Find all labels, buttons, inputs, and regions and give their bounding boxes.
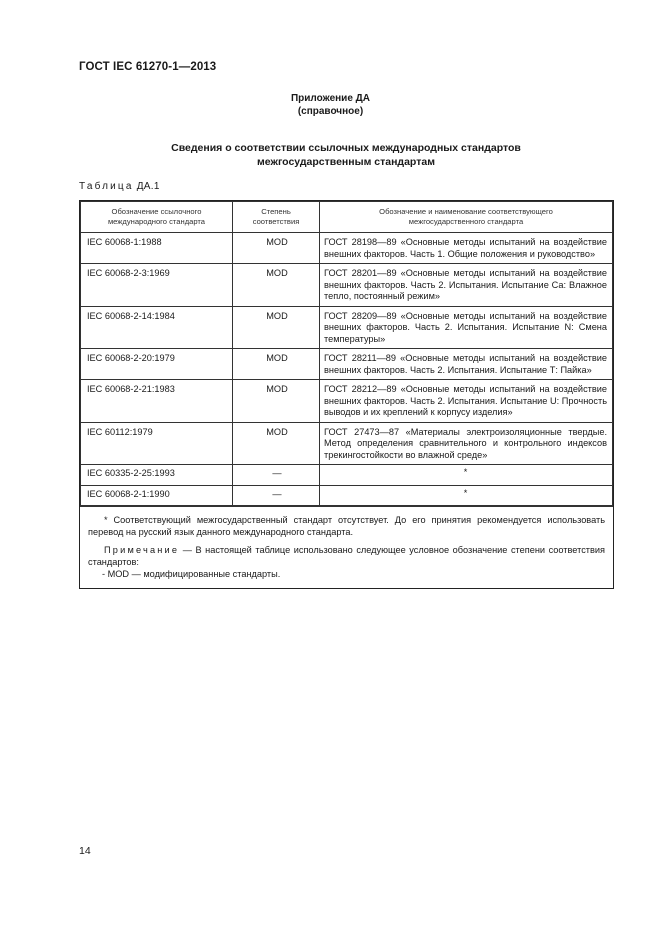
degree-cell: MOD [233, 264, 320, 307]
page-number: 14 [79, 845, 91, 857]
national-standard-cell: ГОСТ 28201—89 «Основные методы испытаний на воздействие внешних факторов. Часть 2. Испытания. Испытание Са: Влажное тепло, постоянный режим» [320, 264, 613, 307]
note-list-item: - MOD — модифицированные стандарты. [102, 569, 281, 579]
national-standard-cell: ГОСТ 27473—87 «Материалы электроизоляционные твердые. Метод определения сравнительного и контрольного индексов трекингостойкости во влажной среде» [320, 422, 613, 465]
table-row [81, 349, 613, 380]
column-header-international [81, 202, 233, 233]
note-text: — В настоящей таблице использовано следующее условное обозначение степени соответствия стандартов: [88, 545, 605, 567]
national-standard-cell: * [320, 465, 613, 486]
table-row [81, 465, 613, 486]
column-header-national [320, 202, 613, 233]
note-label: Примечание [104, 545, 180, 555]
header-line: соответствия [252, 217, 300, 226]
table-row [81, 485, 613, 506]
national-standard-cell: ГОСТ 28209—89 «Основные методы испытаний на воздействие внешних факторов. Часть 2. Испытания. Испытание N: Смена температуры» [320, 306, 613, 349]
correspondence-table-frame [79, 200, 614, 589]
national-standard-cell: * [320, 485, 613, 506]
table-header-row [81, 202, 613, 233]
table-row [81, 380, 613, 423]
column-header-degree [233, 202, 320, 233]
national-standard-cell: ГОСТ 28212—89 «Основные методы испытаний на воздействие внешних факторов. Часть 2. Испытания. Испытание U: Прочность выводов и их креплений к корпусу изделия» [320, 380, 613, 423]
table-row [81, 306, 613, 349]
section-title-line-2: межгосударственным стандартам [257, 156, 435, 168]
table-row [81, 264, 613, 307]
table-caption [79, 181, 160, 192]
table-note [88, 544, 605, 568]
degree-cell: — [233, 485, 320, 506]
header-line: Обозначение и наименование соответствующего [379, 207, 553, 216]
header-line: Степень [261, 207, 291, 216]
international-standard-cell: IEC 60068-2-21:1983 [81, 380, 233, 423]
international-standard-cell: IEC 60068-1:1988 [81, 233, 233, 264]
table-notes [80, 506, 613, 588]
header-line: Обозначение ссылочного [111, 207, 202, 216]
degree-cell: MOD [233, 349, 320, 380]
national-standard-cell: ГОСТ 28198—89 «Основные методы испытаний на воздействие внешних факторов. Часть 1. Общие положения и руководство» [320, 233, 613, 264]
degree-cell: MOD [233, 306, 320, 349]
international-standard-cell: IEC 60335-2-25:1993 [81, 465, 233, 486]
degree-cell: MOD [233, 380, 320, 423]
section-title [0, 141, 661, 169]
degree-cell: — [233, 465, 320, 486]
degree-cell: MOD [233, 233, 320, 264]
table-caption-number: ДА.1 [136, 181, 160, 192]
international-standard-cell: IEC 60068-2-14:1984 [81, 306, 233, 349]
table-footnote: * Соответствующий межгосударственный стандарт отсутствует. До его принятия рекомендуется использовать перевод на русский язык данного международного стандарта. [88, 515, 605, 537]
international-standard-cell: IEC 60112:1979 [81, 422, 233, 465]
header-line: межгосударственного стандарта [408, 217, 524, 226]
section-title-line-1: Сведения о соответствии ссылочных международных стандартов [171, 142, 521, 154]
degree-cell: MOD [233, 422, 320, 465]
table-row [81, 233, 613, 264]
international-standard-cell: IEC 60068-2-3:1969 [81, 264, 233, 307]
national-standard-cell: ГОСТ 28211—89 «Основные методы испытаний на воздействие внешних факторов. Часть 2. Испытания. Испытание Т: Пайка» [320, 349, 613, 380]
document-code: ГОСТ IEC 61270-1—2013 [79, 61, 217, 73]
appendix-subtitle: (справочное) [297, 106, 364, 117]
table-caption-word: Таблица [79, 181, 134, 192]
appendix-title: Приложение ДА [290, 93, 371, 104]
table-row [81, 422, 613, 465]
international-standard-cell: IEC 60068-2-20:1979 [81, 349, 233, 380]
correspondence-table [80, 201, 613, 506]
header-line: международного стандарта [107, 217, 206, 226]
international-standard-cell: IEC 60068-2-1:1990 [81, 485, 233, 506]
